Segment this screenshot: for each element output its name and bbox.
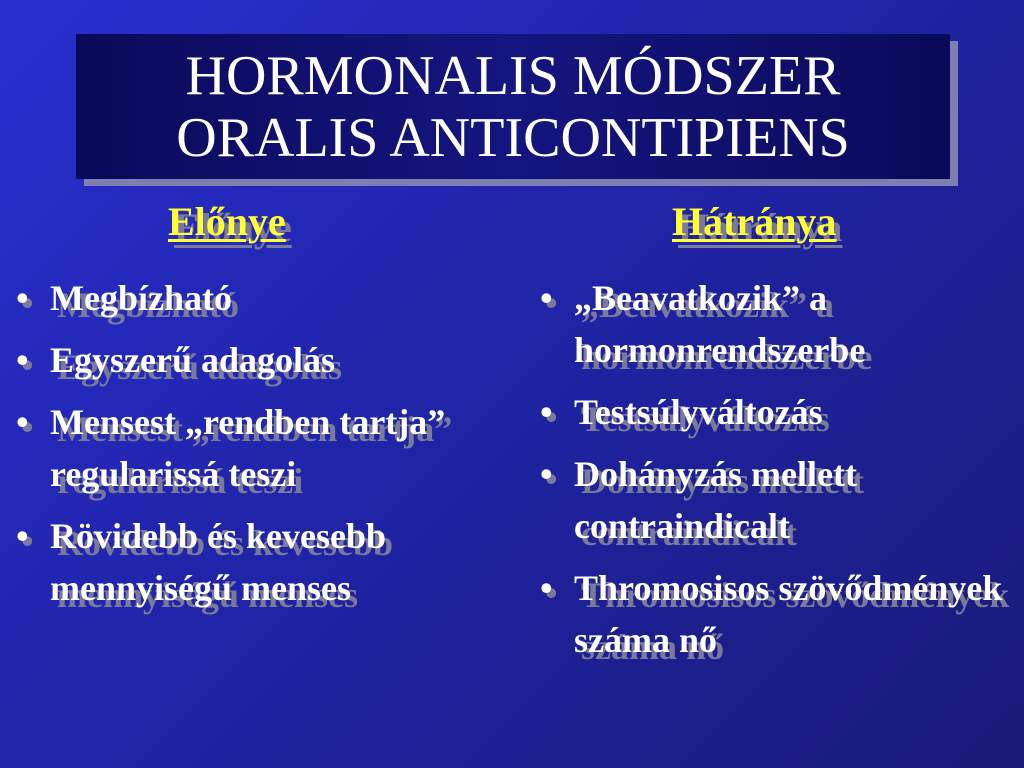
list-item-text: Dohányzás mellett contraindicalt: [574, 454, 857, 546]
bullet-icon: •: [540, 568, 553, 608]
bullet-icon: •: [16, 278, 29, 318]
list-item: [538, 448, 1018, 552]
bullet-icon: •: [16, 402, 29, 442]
advantages-heading: Előnye: [168, 199, 286, 244]
list-item-text: Thromosisos szövődmények száma nő: [574, 568, 1003, 660]
list-item-text: „Beavatkozik” a hormonrendszerbe: [574, 278, 866, 370]
list-item-text: Rövidebb és kevesebb mennyiségű menses: [50, 516, 387, 608]
bullet-icon: •: [540, 454, 553, 494]
title-line-2: ORALIS ANTICONTIPIENS: [176, 106, 850, 169]
bullet-icon: •: [16, 516, 29, 556]
title-box: [76, 34, 950, 179]
list-item-text: Egyszerű adagolás: [50, 340, 336, 380]
disadvantages-heading: Hátránya: [672, 199, 837, 244]
bullet-icon: •: [16, 340, 29, 380]
list-item: [538, 272, 1018, 376]
disadvantages-list: [538, 272, 1018, 676]
title-line-1: HORMONALIS MÓDSZER: [185, 44, 841, 107]
list-item: [14, 510, 494, 614]
advantages-list: [14, 272, 494, 624]
bullet-icon: •: [540, 392, 553, 432]
list-item-text: Megbízható: [50, 278, 232, 318]
list-item: [538, 562, 1018, 666]
list-item: [14, 396, 494, 500]
list-item: [14, 334, 494, 386]
list-item: [538, 386, 1018, 438]
list-item-text: Testsúlyváltozás: [574, 392, 823, 432]
list-item-text: Mensest „rendben tartja” regularissá teszi: [50, 402, 446, 494]
bullet-icon: •: [540, 278, 553, 318]
list-item: [14, 272, 494, 324]
